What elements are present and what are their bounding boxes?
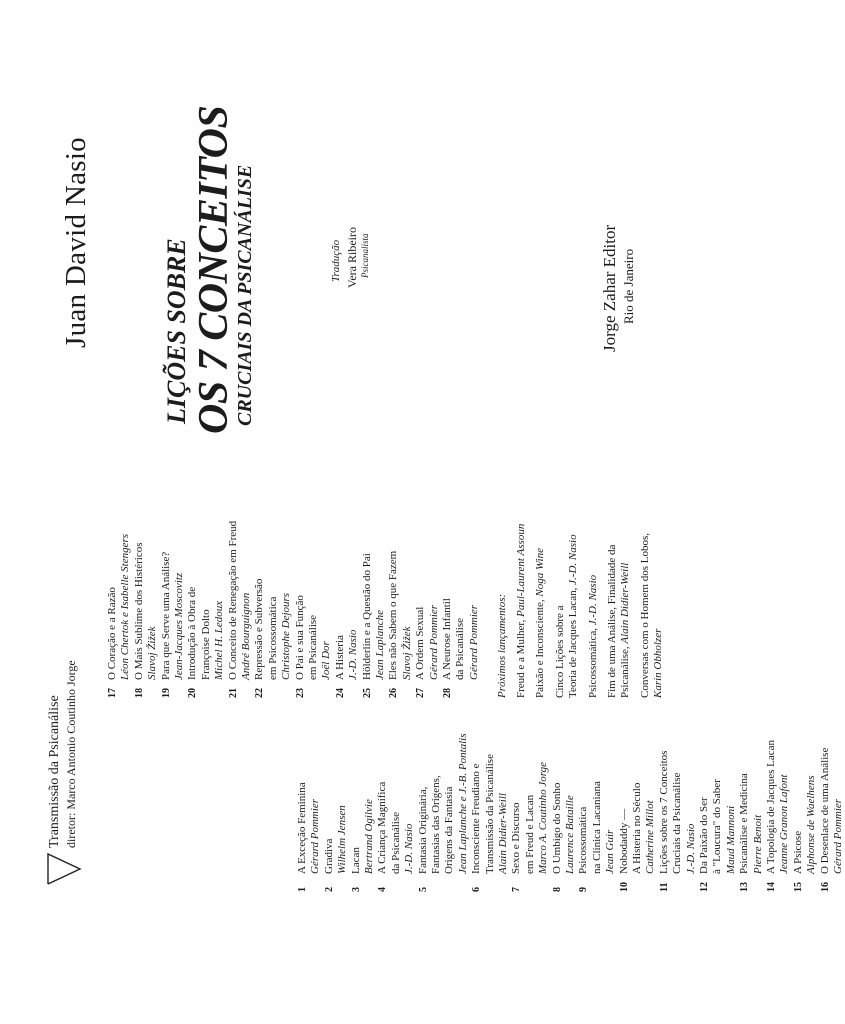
book-number: 2 [323, 887, 335, 892]
book-title-line: Inconsciente Freudiano e [470, 763, 483, 874]
upcoming-title-text: Paixão e Inconsciente, [534, 596, 547, 698]
upcoming-author: Paul-Laurent Assoun [515, 523, 527, 617]
book-author: J.-D. Nasio [347, 629, 360, 680]
upcoming-item [554, 534, 581, 698]
upcoming-author: J.-D. Nasio [567, 534, 580, 585]
book-entry [510, 762, 550, 892]
book-entry [819, 748, 845, 892]
book-author: Juan David Nasio [60, 137, 92, 348]
book-number: 12 [699, 882, 710, 892]
book-title-line: O Conceito de Renegação em Freud [226, 520, 239, 680]
upcoming-author: Noga Wine [534, 548, 547, 597]
book-author: Michel H. Ledoux [213, 600, 226, 680]
book-title-line: A Histeria no Século [631, 782, 643, 874]
book-entry [294, 595, 334, 698]
book-entry [738, 773, 765, 892]
book-author: J.-D. Nasio [403, 823, 416, 874]
upcoming-item [534, 548, 547, 698]
upcoming-title-line [587, 575, 600, 698]
book-author: Joël Dor [320, 641, 333, 680]
book-author: Laurence Bataille [564, 795, 576, 874]
book-author: Bertrand Ogilvie [363, 799, 375, 874]
book-number: 10 [618, 882, 630, 892]
upcoming-author: Alain Didier-Weill [619, 562, 632, 644]
book-author: Alain Didier-Weill [497, 793, 509, 874]
upcoming-author: Karin Obholzer [652, 628, 665, 698]
upcoming-author-line [652, 533, 665, 698]
book-number: 20 [187, 688, 199, 698]
book-title-line: A Criança Magnífica [376, 781, 389, 874]
book-number: 28 [442, 688, 453, 698]
book-title-line-3: CRUCIAIS DA PSICANÁLISE [234, 164, 256, 426]
book-author: Maud Mannoni [724, 805, 737, 874]
upcoming-title-line [567, 534, 580, 698]
book-entry [376, 782, 416, 892]
book-title-line: Para que Serve uma Análise? [159, 551, 172, 680]
book-author: Jeanne Granon Lafont [778, 774, 791, 874]
upcoming-title-text: Teoria de Jacques Lacan, [567, 584, 580, 698]
book-number: 7 [511, 887, 523, 892]
book-title-line: Eles não Sabem o que Fazem [387, 550, 400, 680]
upcoming-item [639, 533, 666, 698]
book-author: Catherine Millot [644, 800, 657, 874]
book-entry [551, 783, 578, 892]
publisher-name: Jorge Zahar Editor [600, 224, 619, 352]
upcoming-title-text: Freud e a Mulher, [515, 616, 527, 698]
book-title-line: Fantasia Originária, [416, 786, 429, 874]
upcoming-title-line [619, 545, 632, 698]
series-logo-icon [44, 852, 84, 886]
book-author: J.-D. Nasio [684, 823, 697, 874]
translator-name: Vera Ribeiro [345, 227, 359, 288]
book-number: 19 [160, 688, 172, 698]
translator-role: Psicanalista [360, 233, 370, 278]
book-number: 21 [227, 688, 239, 698]
book-entry [160, 552, 187, 698]
book-title-line: em Psicossomática [266, 596, 279, 680]
upcoming-item [515, 524, 528, 698]
book-entry [658, 751, 698, 892]
book-author: Jean Laplanche e J.-B. Pontalis [456, 733, 469, 874]
book-number: 23 [294, 688, 306, 698]
book-entry [350, 799, 377, 892]
book-title-line: O Desenlace de uma Análise [818, 747, 831, 874]
upcoming-title-text: Psicossomática, [586, 625, 599, 698]
book-number: 14 [766, 882, 777, 892]
book-number: 4 [377, 887, 389, 892]
book-entry [765, 740, 792, 892]
upcoming-title-text: Conversas com o Homem dos Lobos, [638, 533, 651, 698]
book-author: Slavoj Žižek [400, 626, 413, 680]
book-entry [417, 733, 471, 892]
book-entry [133, 543, 160, 699]
book-number: 16 [819, 882, 831, 892]
book-title-line: A Exceção Feminina [296, 782, 308, 874]
book-author: Jean Laplanche [374, 610, 386, 680]
book-number: 3 [350, 887, 362, 892]
book-entry [253, 579, 293, 698]
book-title-line: Repressão e Subversão [253, 578, 266, 680]
book-entry [698, 779, 738, 892]
book-title-line: Lições sobre os 7 Conceitos [657, 750, 670, 874]
upcoming-title-text: Psicanálise, [619, 643, 632, 698]
upcoming-title-line [515, 524, 528, 698]
book-author: Pierre Benoit [751, 814, 764, 874]
upcoming-item [587, 575, 600, 698]
book-title-line: Lacan [349, 847, 362, 874]
upcoming-item [606, 545, 633, 698]
book-number: 18 [133, 688, 145, 698]
upcoming-title-line [534, 548, 547, 698]
book-number: 26 [388, 688, 400, 698]
book-title-line: A Psicose [791, 830, 804, 874]
book-title-line: Nobodaddy — [617, 808, 630, 874]
book-entry [441, 598, 481, 698]
book-number: 8 [551, 887, 563, 892]
book-title-line: Da Paixão do Ser [698, 797, 710, 874]
upcoming-author: J.-D. Nasio [586, 574, 599, 626]
book-title-line: Cruciais da Psicanálise [671, 772, 684, 874]
book-author: Christophe Dejours [280, 592, 293, 680]
book-author: Wilhelm Jensen [336, 805, 349, 874]
book-number: 11 [658, 882, 670, 892]
book-entry [387, 551, 414, 698]
book-title-line: Transmissão da Psicanálise [483, 754, 496, 874]
book-number: 25 [361, 688, 373, 698]
upcoming-heading: Próximos lançamentos: [496, 593, 508, 698]
series-title: Transmissão da Psicanálise [47, 695, 62, 848]
book-number: 1 [297, 887, 308, 892]
book-number: 6 [471, 887, 483, 892]
book-number: 13 [739, 882, 751, 892]
publisher-city: Rio de Janeiro [621, 248, 636, 324]
book-title-line: Sexo e Discurso [510, 802, 523, 874]
book-title-line: da Psicanálise [389, 811, 402, 874]
book-number: 24 [334, 688, 346, 698]
book-number: 17 [107, 688, 118, 698]
book-title-line: em Psicanálise [307, 614, 319, 680]
series-director: diretor: Marco Antonio Coutinho Jorge [64, 660, 78, 848]
book-entry [414, 605, 441, 698]
book-author: Gérard Pommier [467, 604, 480, 680]
book-author: Gérard Pommier [427, 604, 440, 680]
book-number: 15 [792, 882, 804, 892]
book-title-line: O Coração e a Razão [106, 587, 118, 680]
book-entry [577, 781, 617, 892]
book-title-line: da Psicanálise [454, 617, 467, 680]
book-title-line: O Pai e sua Função [293, 595, 306, 680]
book-number: 22 [254, 688, 266, 698]
book-number: 5 [417, 887, 429, 892]
book-title-line: Psicossomática [577, 806, 590, 874]
book-author: Léon Chertok e Isabelle Stengers [119, 533, 132, 680]
book-title-line: O Mais Sublime dos Histéricos [132, 542, 145, 680]
book-title-line: Hölderlin e a Questão do Pai [360, 553, 373, 680]
book-title-line: em Freud e Lacan [523, 794, 536, 874]
book-title-line-1: LIÇÕES SOBRE [162, 238, 191, 424]
book-entry [618, 783, 658, 892]
book-title-line: Françoise Dolto [199, 609, 212, 680]
book-author: Alphonse de Waelhens [805, 775, 818, 874]
book-author: Jean Guir [604, 829, 617, 874]
upcoming-title-line: Fim de uma Análise, Finalidade da [606, 544, 618, 698]
book-number: 27 [415, 688, 427, 698]
book-title-line: A Topologia de Jacques Lacan [765, 739, 777, 874]
book-title-line: Introdução à Obra de [186, 586, 199, 680]
book-title-line: Psicanálise e Medicina [738, 773, 751, 874]
book-entry [186, 587, 226, 698]
book-title-line-2: OS 7 CONCEITOS [191, 105, 237, 434]
book-title-line: à "Loucura" do Saber [711, 779, 724, 874]
book-author: André Bourguignon [240, 592, 252, 680]
book-author: Jean-Jacques Moscovitz [173, 572, 185, 680]
book-title-line: A Histeria [333, 635, 346, 680]
book-title-line: Origens da Fantasia [443, 786, 456, 874]
book-title-line: Gradiva [322, 838, 335, 874]
book-entry [296, 782, 323, 892]
book-entry [792, 775, 819, 892]
book-title-line: O Umbigo do Sonho [550, 782, 563, 874]
translation-label: Tradução [330, 239, 342, 282]
book-entry [323, 805, 350, 892]
book-author: Gérard Pommier [309, 798, 322, 874]
book-title-line: Fantasias das Origens, [430, 775, 442, 874]
book-entry [106, 534, 133, 698]
book-entry [334, 630, 361, 698]
book-entry [470, 754, 510, 892]
book-author: Slavoj Žižek [146, 626, 159, 680]
upcoming-title-line: Cinco Lições sobre a [553, 605, 566, 698]
book-title-line: A Neurose Infantil [441, 598, 453, 680]
book-author: Marco A. Coutinho Jorge [537, 761, 550, 874]
book-number: 9 [578, 887, 590, 892]
book-entry [361, 553, 388, 698]
book-author: Gérard Pommier [832, 798, 844, 874]
book-title-line: A Ordem Sexual [414, 606, 427, 680]
book-title-line: na Clínica Lacaniana [590, 781, 603, 874]
upcoming-title-line [639, 533, 652, 698]
book-entry [227, 521, 254, 698]
